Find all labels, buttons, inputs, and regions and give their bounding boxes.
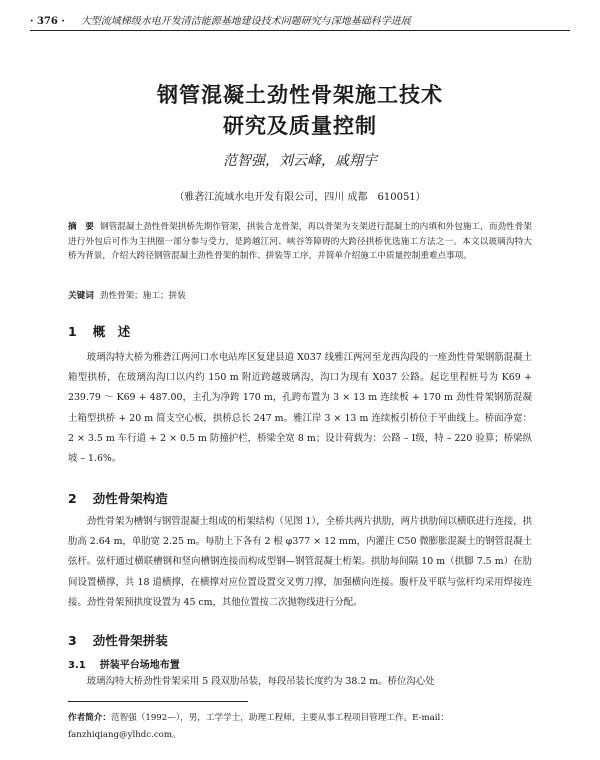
paper-title [30,80,570,142]
footnote-rule [68,701,248,702]
subsection-title: 拼装平台场地布置 [99,660,180,671]
author-footnote [68,710,532,744]
section-number: 1 [68,324,77,339]
footnote-text: 范智强（1992—），男，工学学士，助理工程师，主要从事工程项目管理工作。E-mail：fanzhiqiang@ylhdc.com。 [68,713,449,740]
affiliation: （雅砻江流域水电开发有限公司，四川 成都 610051） [174,192,426,203]
journal-title: 大型流域梯级水电开发清洁能源基地建设技术问题研究与深地基础科学进展 [80,16,411,27]
keywords-label: 关键词 [68,291,94,301]
subsection-paragraph: 玻璃沟特大桥劲性骨架采用 5 段双肋吊装，每段吊装长度约为 38.2 m。桥位沟心处 [86,676,435,687]
footnote-label: 作者简介： [68,713,111,723]
subsection-heading [68,656,180,671]
abstract-label: 摘 要 [68,222,94,232]
title-line-2: 研究及质量控制 [223,114,377,138]
title-line-1: 钢管混凝土劲性骨架施工技术 [157,83,443,107]
abstract [68,220,532,264]
subsection-number: 3.1 [68,660,86,671]
header-rule [30,30,570,31]
page-number: · 376 · [30,16,65,27]
section-title: 概 述 [92,324,131,339]
authors: 范智强，刘云峰，戚翔宇 [223,153,377,169]
section-heading-2 [68,489,168,507]
section-heading-1 [68,322,130,340]
section-title: 劲性骨架拼装 [92,633,168,648]
section-title: 劲性骨架构造 [92,491,168,506]
section-number: 2 [68,491,77,506]
abstract-text: 钢管混凝土劲性骨架拱桥先期作管架，拱装合龙骨架，再以骨架为支架进行混凝土的内填和外包施工，而劲性骨架进行外包后可作为主拱圈一部分参与受力，是跨越江河、峡谷等障碍的大跨径拱桥优选施工方法之一。本文以玻璃沟特大桥为背景，介绍大跨径钢管混凝土劲性骨架的制作、拼装等工序，并简单介绍施工中质量控制重难点事项。 [68,222,532,261]
section-2-paragraph: 劲性骨架为槽钢与钢管混凝土组成的桁架结构（见图 1），全桥共两片拱肋，两片拱肋间以横联进行连接，拱肋高 2.64 m，单肋宽 2.25 m。每肋上下各有 2 根 φ377 × 12 mm，内灌注 C50 微膨胀混凝土的钢管混凝土弦杆。弦杆通过横联槽钢和竖向槽钢连接而构成型钢—钢管混凝土桁架。拱肋每间隔 10 m（拱脚 7.5 m）在肋间设置横撑，共 18 道横撑，在横撑对应位置设置交叉剪刀撑，加强横向连接。腹杆及平联与弦杆均采用焊接连接。劲性骨架预拱度设置为 45 cm，其他位置按二次抛物线进行分配。 [68,516,532,608]
keywords-text: 劲性骨架；施工；拼装 [99,291,186,301]
running-header [30,12,570,27]
section-number: 3 [68,633,77,648]
section-1-paragraph: 玻璃沟特大桥为雅砻江两河口水电站库区复建县道 X037 线雅江两河至龙西沟段的一座劲性骨架钢筋混凝土箱型拱桥，在玻璃沟沟口以内约 150 m 附近跨越玻璃沟，沟口为现有 X037 公路。起讫里程桩号为 K69 + 239.79 ～ K69 + 487.00，主孔为净跨 170 m，孔跨布置为 3 × 13 m 连续板 + 170 m 劲性骨架钢筋混凝土箱型拱桥 + 20 m 简支空心板，拱桥总长 247 m。雅江岸 3 × 13 m 连续板引桥位于平曲线上。桥面净宽：2 × 3.5 m 车行道 + 2 × 0.5 m 防撞护栏，桥梁全宽 8 m；设计荷载为：公路 – Ⅰ级，特 – 220 验算；桥梁纵坡 – 1.6%。 [68,352,532,465]
section-heading-3 [68,631,168,649]
keywords [68,289,532,301]
